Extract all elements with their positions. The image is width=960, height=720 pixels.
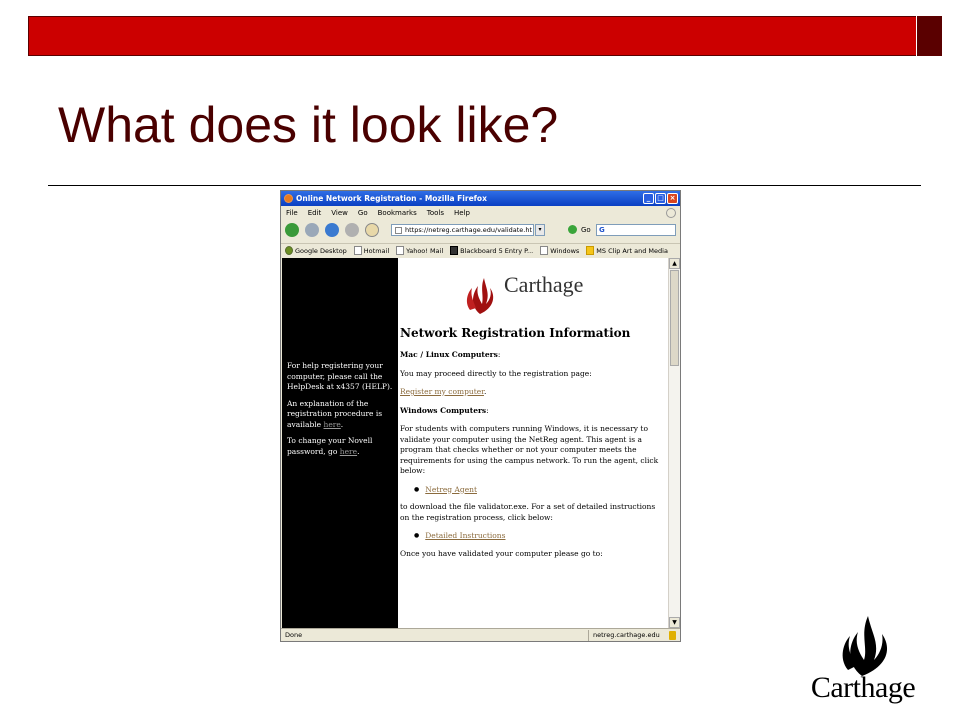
- mac-heading: Mac / Linux Computers: [400, 350, 498, 359]
- title-divider: [48, 185, 921, 186]
- instructions-list: [400, 531, 664, 542]
- lock-icon[interactable]: [669, 631, 676, 640]
- google-desktop-icon: [285, 246, 293, 255]
- windows-heading: Windows Computers: [400, 405, 487, 415]
- reload-icon[interactable]: [325, 223, 339, 237]
- closing-text: Once you have validated your computer please go to:: [400, 548, 603, 558]
- menu-view[interactable]: View: [331, 209, 348, 217]
- page-content: [398, 258, 668, 628]
- stop-icon[interactable]: [345, 223, 359, 237]
- status-host: netreg.carthage.edu: [588, 630, 660, 641]
- bookmark-google-desktop[interactable]: [285, 246, 347, 255]
- throbber-icon: [666, 208, 676, 218]
- window-title: Online Network Registration - Mozilla Firefox: [296, 194, 487, 203]
- help-text: For help registering your computer, please call the HelpDesk at x4357 (HELP).: [287, 361, 393, 391]
- menu-bookmarks[interactable]: Bookmarks: [377, 209, 417, 217]
- scroll-thumb[interactable]: [670, 270, 679, 366]
- slide-title: What does it look like?: [58, 97, 559, 153]
- url-text: https://netreg.carthage.edu/validate.ht: [405, 226, 533, 234]
- corner-logo-text: Carthage: [810, 671, 916, 704]
- menu-go[interactable]: Go: [357, 209, 368, 217]
- maximize-icon[interactable]: □: [655, 193, 666, 204]
- page-icon: [354, 246, 362, 255]
- explanation-text: An explanation of the registration procedure is available here.: [287, 398, 383, 429]
- bookmark-label: Google Desktop: [295, 246, 347, 255]
- explanation-prefix: An explanation of the registration procedure is available: [287, 398, 383, 429]
- home-icon[interactable]: [365, 223, 379, 237]
- register-link[interactable]: Register my computer: [400, 387, 484, 396]
- corner-flame-icon: [834, 604, 890, 676]
- page-icon: [540, 246, 548, 255]
- close-icon[interactable]: ×: [667, 193, 678, 204]
- download-text: to download the file validator.exe. For a set of detailed instructions on the registration process, click below:: [400, 502, 656, 522]
- vertical-scrollbar[interactable]: [668, 258, 680, 628]
- bookmark-label: MS Clip Art and Media: [596, 246, 668, 255]
- bookmark-label: Windows: [550, 246, 580, 255]
- bookmark-ms-clip-art[interactable]: [586, 246, 668, 255]
- novell-prefix: To change your Novell password, go: [287, 436, 373, 456]
- register-line: Register my computer.: [400, 387, 487, 396]
- url-dropdown-icon[interactable]: ▾: [535, 224, 545, 236]
- corner-logo: [808, 604, 918, 710]
- novell-link[interactable]: here: [339, 446, 358, 456]
- minimize-icon[interactable]: _: [643, 193, 654, 204]
- list-item: [414, 485, 664, 496]
- page-icon: [395, 227, 402, 234]
- firefox-icon: [284, 194, 293, 203]
- menu-bar: [281, 206, 680, 220]
- bookmark-yahoo-mail[interactable]: [396, 246, 443, 255]
- windows-text: For students with computers running Windows, it is necessary to validate your computer using the NetReg agent. This agent is a program that checks whether or not your computer meets the requirements for using the campus network. To run the agent, click below:: [400, 424, 659, 475]
- go-icon[interactable]: [568, 225, 577, 234]
- explanation-link[interactable]: here: [323, 419, 341, 429]
- mac-text: You may proceed directly to the registration page:: [400, 368, 592, 378]
- status-bar: [281, 628, 680, 642]
- bookmark-label: Yahoo! Mail: [406, 246, 444, 255]
- agent-list: [400, 485, 664, 496]
- instructions-link[interactable]: Detailed Instructions: [425, 531, 506, 540]
- scroll-up-icon[interactable]: ▲: [669, 258, 680, 269]
- bookmark-windows[interactable]: [540, 246, 579, 255]
- windows-heading-line: Windows Computers:: [400, 405, 489, 415]
- status-text: Done: [285, 631, 303, 639]
- clipart-icon: [586, 246, 594, 255]
- mac-heading-line: Mac / Linux Computers:: [400, 350, 501, 359]
- bookmark-label: Blackboard 5 Entry P...: [460, 246, 534, 255]
- novell-text: To change your Novell password, go here.: [287, 436, 373, 456]
- back-icon[interactable]: [285, 223, 299, 237]
- scroll-down-icon[interactable]: ▼: [669, 617, 680, 628]
- carthage-logo: [400, 258, 664, 326]
- window-titlebar: [281, 191, 680, 206]
- slide-top-bar-square: [916, 16, 942, 56]
- menu-help[interactable]: Help: [453, 209, 470, 217]
- google-icon: G: [599, 226, 605, 234]
- url-bar[interactable]: [391, 224, 534, 236]
- flame-icon: [460, 270, 500, 314]
- slide-top-bar: [28, 16, 942, 56]
- go-button[interactable]: Go: [581, 226, 591, 234]
- bookmark-hotmail[interactable]: [354, 246, 389, 255]
- bookmark-blackboard[interactable]: [450, 246, 533, 255]
- bookmark-label: Hotmail: [363, 246, 390, 255]
- menu-file[interactable]: File: [286, 209, 298, 217]
- menu-edit[interactable]: Edit: [307, 209, 322, 217]
- search-input[interactable]: [596, 224, 676, 236]
- page-logo-text: Carthage: [504, 272, 584, 297]
- agent-link[interactable]: Netreg Agent: [425, 484, 477, 494]
- bookmarks-toolbar: [281, 243, 680, 257]
- page-heading: Network Registration Information: [400, 326, 631, 340]
- browser-window: [280, 190, 681, 642]
- page-viewport: [282, 258, 668, 628]
- menu-tools[interactable]: Tools: [426, 209, 444, 217]
- page-icon: [396, 246, 404, 255]
- page-sidebar: [282, 258, 398, 628]
- blackboard-icon: [450, 246, 458, 255]
- list-item: [414, 531, 664, 542]
- forward-icon[interactable]: [305, 223, 319, 237]
